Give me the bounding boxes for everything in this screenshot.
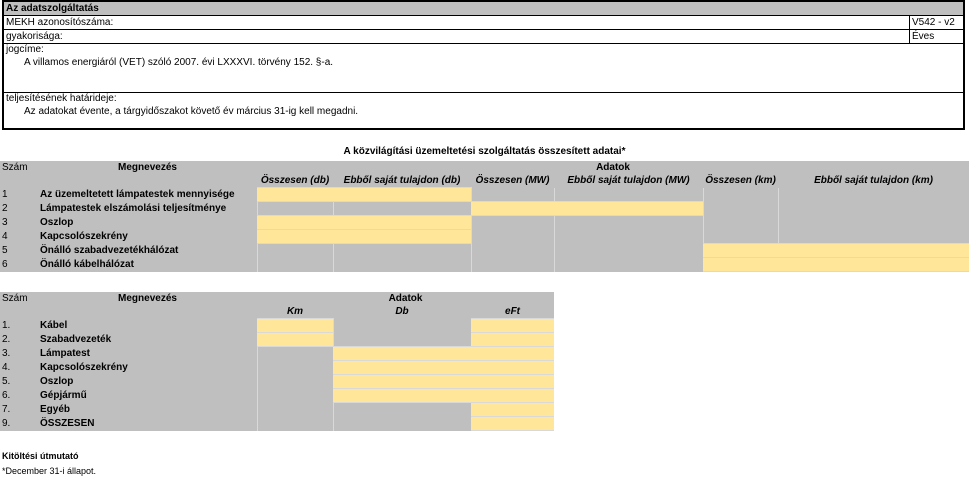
table-row	[0, 403, 554, 417]
table2-sub-km: Km	[257, 305, 333, 319]
table-row	[0, 188, 969, 202]
input-cell-db[interactable]	[333, 361, 471, 375]
row-number: 3	[0, 216, 38, 230]
row-label: Kapcsolószekrény	[38, 230, 257, 244]
table1-title: A közvilágítási üzemeltetési szolgáltatás összesített adatai*	[343, 146, 626, 157]
mekh-row	[4, 16, 963, 30]
deadline-text: Az adatokat évente, a tárgyidőszakot követő év március 31-ig kell megadni.	[24, 106, 359, 117]
input-cell-total-db[interactable]	[257, 216, 333, 230]
table1-sub-own-km: Ebből saját tulajdon (km)	[778, 174, 969, 188]
table1-col-data: Adatok	[257, 161, 969, 174]
table-row	[0, 347, 554, 361]
row-number: 1	[0, 188, 38, 202]
input-cell-total-km[interactable]	[703, 258, 778, 272]
row-label: ÖSSZESEN	[38, 417, 257, 431]
footnote: *December 31-i állapot.	[2, 466, 97, 476]
input-cell-total-km[interactable]	[703, 244, 778, 258]
input-cell-db[interactable]	[333, 347, 471, 361]
input-cell-eft[interactable]	[471, 389, 554, 403]
table-row	[0, 375, 554, 389]
table1-sub-total-mw: Összesen (MW)	[471, 174, 554, 188]
input-cell-eft[interactable]	[471, 319, 554, 333]
row-label: Oszlop	[38, 375, 257, 389]
input-cell-own-db[interactable]	[333, 188, 471, 202]
table-row	[0, 389, 554, 403]
table-row	[0, 244, 969, 258]
input-cell-eft[interactable]	[471, 361, 554, 375]
mekh-value: V542 - v2	[909, 16, 963, 29]
table-row	[0, 361, 554, 375]
input-cell-own-mw[interactable]	[554, 202, 703, 216]
row-number: 6.	[0, 389, 38, 403]
row-number: 2	[0, 202, 38, 216]
legal-basis-block	[4, 44, 963, 93]
table1-header-row	[0, 161, 969, 174]
info-box	[2, 0, 965, 130]
row-number: 4.	[0, 361, 38, 375]
input-cell-own-db[interactable]	[333, 216, 471, 230]
row-label: Kapcsolószekrény	[38, 361, 257, 375]
row-number: 7.	[0, 403, 38, 417]
row-label: Az üzemeltetett lámpatestek mennyisége	[38, 188, 257, 202]
input-cell-own-km[interactable]	[778, 244, 969, 258]
input-cell-own-km[interactable]	[778, 258, 969, 272]
instructions-heading: Kitöltési útmutató	[2, 451, 79, 461]
row-label: Gépjármű	[38, 389, 257, 403]
table1-sub-total-db: Összesen (db)	[257, 174, 333, 188]
table1-sub-own-mw: Ebből saját tulajdon (MW)	[554, 174, 703, 188]
input-cell-eft[interactable]	[471, 347, 554, 361]
input-cell-km[interactable]	[257, 319, 333, 333]
deadline-label: teljesítésének határideje:	[6, 93, 117, 104]
row-label: Önálló szabadvezetékhálózat	[38, 244, 257, 258]
row-number: 1.	[0, 319, 38, 333]
table1-sub-total-km: Összesen (km)	[703, 174, 778, 188]
row-number: 2.	[0, 333, 38, 347]
table1-subheader-row	[0, 174, 969, 188]
table2-subheader-row	[0, 305, 554, 319]
row-label: Egyéb	[38, 403, 257, 417]
table-row	[0, 319, 554, 333]
table1-col-name: Megnevezés	[38, 161, 257, 174]
row-number: 6	[0, 258, 38, 272]
input-cell-total-mw[interactable]	[471, 202, 554, 216]
deadline-block	[4, 93, 963, 128]
frequency-value: Éves	[909, 30, 963, 43]
row-label: Oszlop	[38, 216, 257, 230]
table-row	[0, 216, 969, 230]
row-label: Önálló kábelhálózat	[38, 258, 257, 272]
table-row	[0, 417, 554, 431]
input-cell-eft[interactable]	[471, 375, 554, 389]
table-row	[0, 258, 969, 272]
input-cell-eft-total[interactable]	[471, 417, 554, 431]
table1-col-num: Szám	[0, 161, 38, 174]
input-cell-own-db[interactable]	[333, 230, 471, 244]
table2-col-data: Adatok	[257, 292, 554, 305]
input-cell-km[interactable]	[257, 333, 333, 347]
lighting-summary-table	[0, 161, 969, 272]
row-number: 3.	[0, 347, 38, 361]
row-label: Szabadvezeték	[38, 333, 257, 347]
input-cell-total-db[interactable]	[257, 230, 333, 244]
row-number: 4	[0, 230, 38, 244]
table-row	[0, 333, 554, 347]
frequency-row	[4, 30, 963, 44]
info-title: Az adatszolgáltatás	[4, 2, 963, 16]
row-label: Lámpatest	[38, 347, 257, 361]
row-label: Kábel	[38, 319, 257, 333]
legal-basis-text: A villamos energiáról (VET) szóló 2007. évi LXXXVI. törvény 152. §-a.	[24, 57, 334, 68]
row-number: 5	[0, 244, 38, 258]
row-number: 5.	[0, 375, 38, 389]
row-number: 9.	[0, 417, 38, 431]
table2-header-row	[0, 292, 554, 305]
input-cell-db[interactable]	[333, 389, 471, 403]
table1-sub-own-db: Ebből saját tulajdon (db)	[333, 174, 471, 188]
frequency-label: gyakorisága:	[6, 31, 63, 42]
table2-sub-eft: eFt	[471, 305, 554, 319]
table-row	[0, 202, 969, 216]
legal-basis-label: jogcíme:	[6, 44, 44, 55]
table-row	[0, 230, 969, 244]
input-cell-db[interactable]	[333, 375, 471, 389]
asset-value-table	[0, 292, 554, 431]
input-cell-eft[interactable]	[471, 333, 554, 347]
table2-col-num: Szám	[0, 292, 38, 305]
mekh-label: MEKH azonosítószáma:	[6, 17, 114, 28]
row-label: Lámpatestek elszámolási teljesítménye	[38, 202, 257, 216]
input-cell-eft[interactable]	[471, 403, 554, 417]
table2-col-name: Megnevezés	[38, 292, 257, 305]
table2-sub-db: Db	[333, 305, 471, 319]
input-cell-total-db[interactable]	[257, 188, 333, 202]
